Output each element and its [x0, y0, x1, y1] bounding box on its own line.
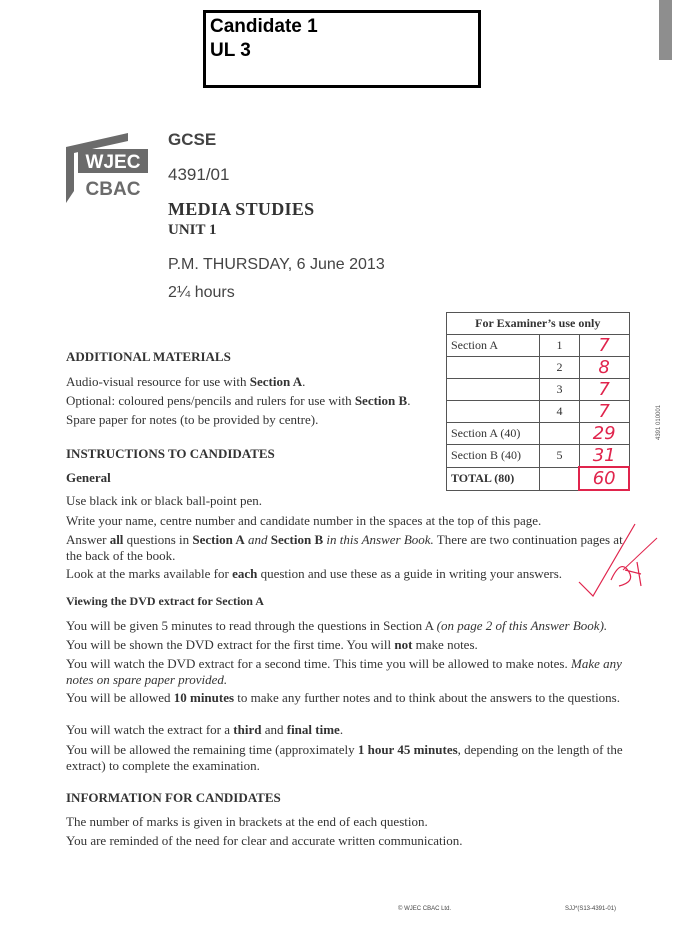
qualification-level: GCSE [168, 130, 217, 149]
paper-code: 4391/01 [168, 165, 230, 184]
materials-line: Audio-visual resource for use with Section A. [66, 374, 306, 389]
table-row [447, 357, 630, 379]
logo-text-top: WJEC [85, 152, 141, 173]
row-label [447, 379, 540, 401]
row-label [447, 357, 540, 379]
table-row [447, 467, 630, 490]
instructions-title: INSTRUCTIONS TO CANDIDATES [66, 446, 275, 461]
candidate-box [203, 10, 481, 88]
dvd-line: You will be allowed the remaining time (approximately 1 hour 45 minutes, depending on the length of the extract) to complete the examination. [66, 742, 623, 773]
table-row [447, 423, 630, 445]
row-label: TOTAL (80) [447, 467, 540, 490]
logo-text-bottom: CBAC [85, 179, 141, 200]
side-barcode-text: 4391 010001 [656, 404, 662, 440]
instruction-line: Write your name, centre number and candidate number in the spaces at the top of this page. [66, 513, 542, 528]
row-mark: 7 [579, 401, 629, 423]
row-label: Section A (40) [447, 423, 540, 445]
exam-duration: 2¼ hours [168, 284, 235, 301]
row-question: 4 [540, 401, 580, 423]
dvd-line: You will be allowed 10 minutes to make any further notes and to think about the answers to the questions. [66, 690, 620, 705]
wjec-logo [66, 133, 148, 203]
candidate-name: Candidate 1 [210, 16, 318, 37]
row-question: 3 [540, 379, 580, 401]
exam-date: P.M. THURSDAY, 6 June 2013 [168, 256, 385, 273]
row-label: Section A [447, 335, 540, 357]
instruction-line: Look at the marks available for each question and use these as a guide in writing your answers. [66, 566, 563, 581]
general-subheading: General [66, 470, 111, 485]
row-question: 5 [540, 445, 580, 468]
examiner-initials-annotation [575, 510, 665, 600]
materials-line: Optional: coloured pens/pencils and rulers for use with Section B. [66, 393, 411, 408]
table-header-row [447, 313, 630, 335]
information-line: The number of marks is given in brackets at the end of each question. [66, 814, 428, 829]
table-row [447, 335, 630, 357]
row-label [447, 401, 540, 423]
instruction-line: Answer all questions in Section A and Section B in this Answer Book. There are two continuation pages at the back of the book. [66, 532, 623, 563]
dvd-line: You will be shown the DVD extract for the first time. You will not make notes. [66, 637, 478, 652]
row-mark: 7 [579, 379, 629, 401]
row-label: Section B (40) [447, 445, 540, 468]
additional-materials-title: ADDITIONAL MATERIALS [66, 349, 231, 364]
instruction-line: Use black ink or black ball-point pen. [66, 493, 263, 508]
dvd-line: You will be given 5 minutes to read through the questions in Section A (on page 2 of this Answer Book). [66, 618, 608, 633]
information-line: You are reminded of the need for clear and accurate written communication. [66, 833, 463, 848]
unit-title: UNIT 1 [168, 222, 217, 238]
row-mark: 31 [579, 445, 629, 468]
table-title: For Examiner’s use only [447, 313, 630, 335]
row-mark: 7 [579, 335, 629, 357]
row-mark: 29 [579, 423, 629, 445]
information-title: INFORMATION FOR CANDIDATES [66, 790, 281, 805]
dvd-section-title: Viewing the DVD extract for Section A [66, 594, 264, 608]
row-mark: 60 [579, 467, 629, 490]
table-row [447, 401, 630, 423]
row-question: 2 [540, 357, 580, 379]
row-question: 1 [540, 335, 580, 357]
row-question [540, 423, 580, 445]
examiner-marks-table [446, 312, 630, 491]
row-question [540, 467, 580, 490]
table-row [447, 379, 630, 401]
scan-edge-bar [659, 0, 672, 60]
subject-title: MEDIA STUDIES [168, 199, 315, 219]
materials-line: Spare paper for notes (to be provided by centre). [66, 412, 319, 427]
dvd-line: You will watch the DVD extract for a second time. This time you will be allowed to make notes. Make any notes on spare paper provided. [66, 656, 622, 687]
dvd-line: You will watch the extract for a third and final time. [66, 722, 344, 737]
copyright-footer: © WJEC CBAC Ltd. [398, 906, 452, 912]
candidate-level: UL 3 [210, 40, 251, 61]
paper-ref-footer: SJJ*(S13-4391-01) [565, 906, 617, 912]
table-row [447, 445, 630, 468]
row-mark: 8 [579, 357, 629, 379]
